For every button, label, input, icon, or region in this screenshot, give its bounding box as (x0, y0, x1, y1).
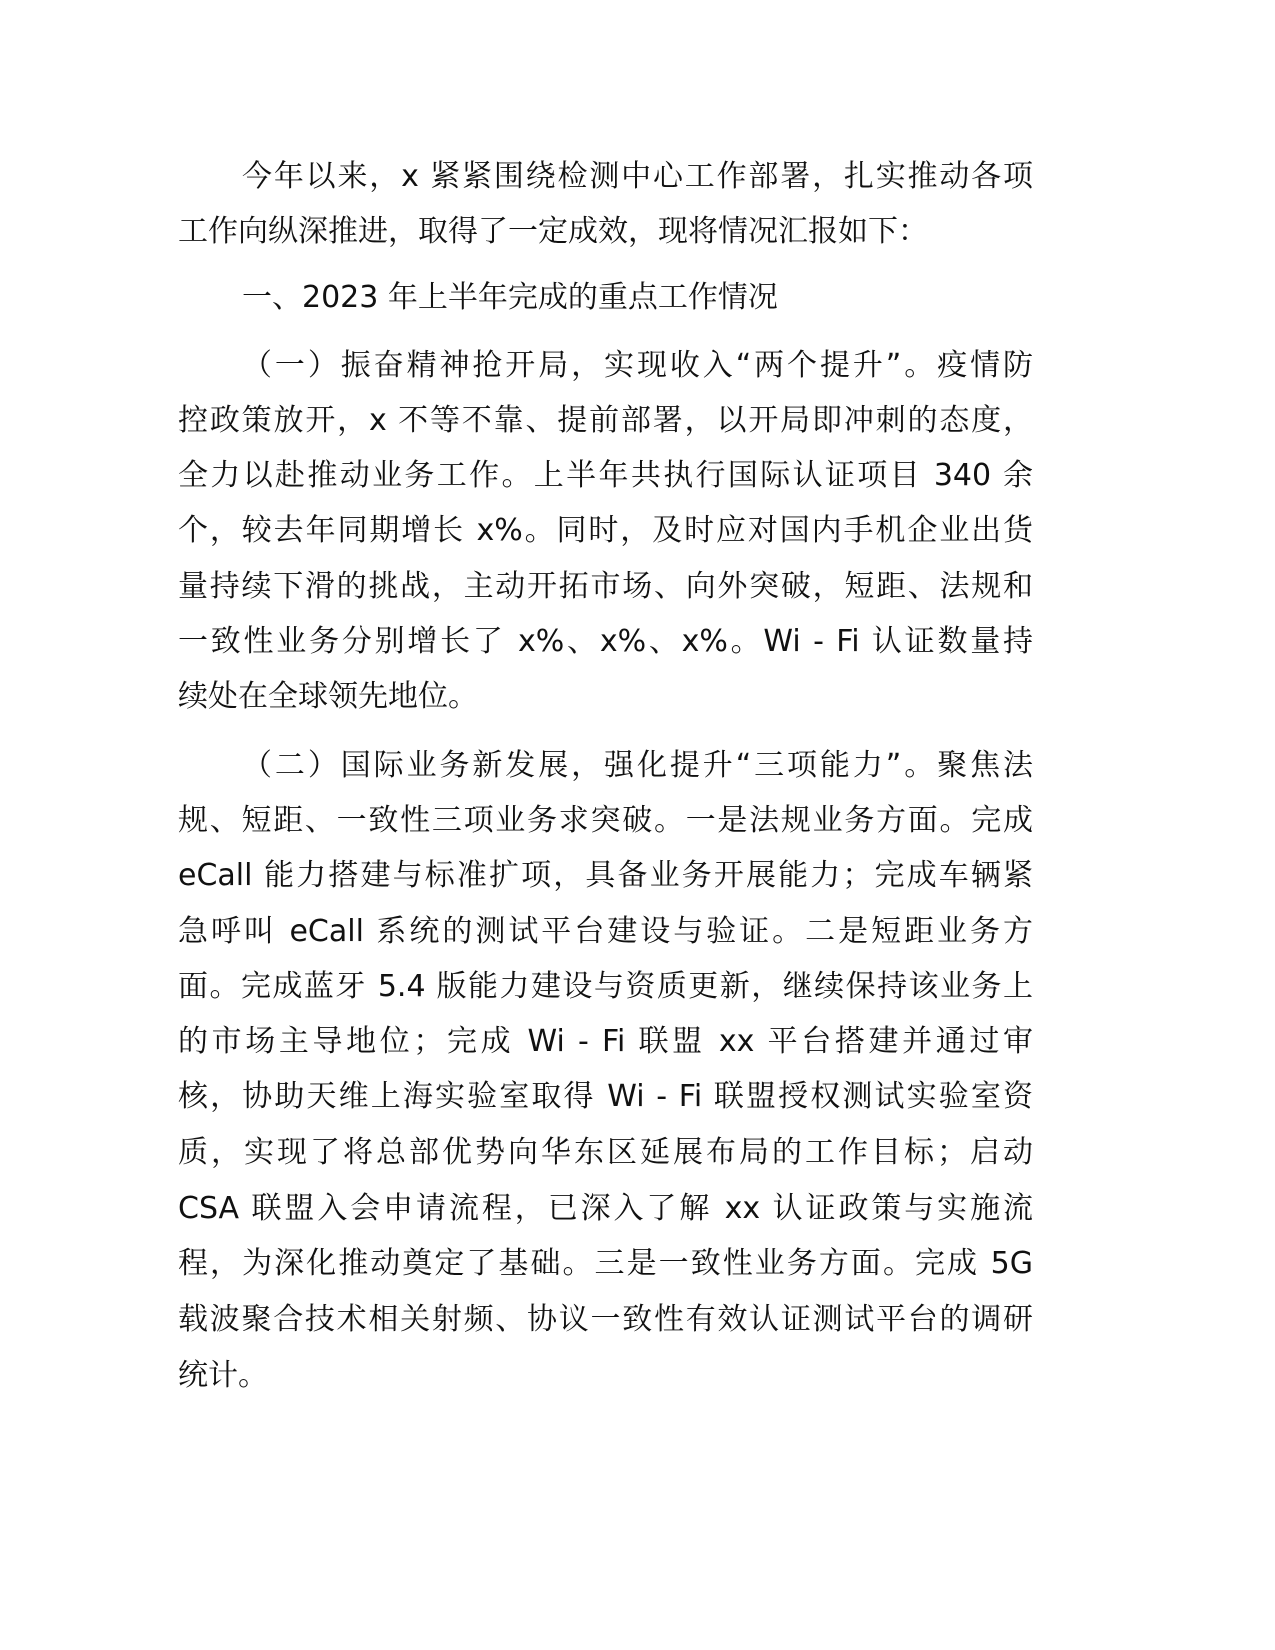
text-line: 统计。 (178, 1358, 268, 1393)
text-line: 个，较去年同期增长 x%。同时，及时应对国内手机企业出货 (178, 513, 1033, 548)
text-line: 程，为深化推动奠定了基础。三是一致性业务方面。完成 5G (178, 1246, 1033, 1281)
text-line: 载波聚合技术相关射频、协议一致性有效认证测试平台的调研 (178, 1302, 1033, 1337)
text-line: 续处在全球领先地位。 (178, 679, 478, 714)
text-line: 工作向纵深推进，取得了一定成效，现将情况汇报如下： (178, 214, 928, 249)
text-line: eCall 能力搭建与标准扩项，具备业务开展能力；完成车辆紧 (178, 858, 1033, 893)
text-line: 量持续下滑的挑战，主动开拓市场、向外突破，短距、法规和 (178, 569, 1033, 604)
text-line: 全力以赴推动业务工作。上半年共执行国际认证项目 340 余 (178, 458, 1033, 493)
section-heading: 一、2023 年上半年完成的重点工作情况 (242, 280, 778, 315)
text-line: 核，协助天维上海实验室取得 Wi - Fi 联盟授权测试实验室资 (178, 1079, 1033, 1114)
text-line: 面。完成蓝牙 5.4 版能力建设与资质更新，继续保持该业务上 (178, 969, 1033, 1004)
text-line: （一）振奋精神抢开局，实现收入“两个提升”。疫情防 (242, 348, 1033, 383)
text-line: 的市场主导地位；完成 Wi - Fi 联盟 xx 平台搭建并通过审 (178, 1024, 1033, 1059)
text-line: 规、短距、一致性三项业务求突破。一是法规业务方面。完成 (178, 803, 1033, 838)
text-line: 质，实现了将总部优势向华东区延展布局的工作目标；启动 (178, 1135, 1033, 1170)
text-line: CSA 联盟入会申请流程，已深入了解 xx 认证政策与实施流 (178, 1191, 1033, 1226)
text-line: 急呼叫 eCall 系统的测试平台建设与验证。二是短距业务方 (178, 914, 1033, 949)
text-line: （二）国际业务新发展，强化提升“三项能力”。聚焦法 (242, 748, 1033, 783)
text-line: 今年以来，x 紧紧围绕检测中心工作部署，扎实推动各项 (242, 159, 1033, 194)
text-line: 控政策放开，x 不等不靠、提前部署，以开局即冲刺的态度， (178, 403, 1033, 438)
text-line: 一致性业务分别增长了 x%、x%、x%。Wi - Fi 认证数量持 (178, 624, 1033, 659)
